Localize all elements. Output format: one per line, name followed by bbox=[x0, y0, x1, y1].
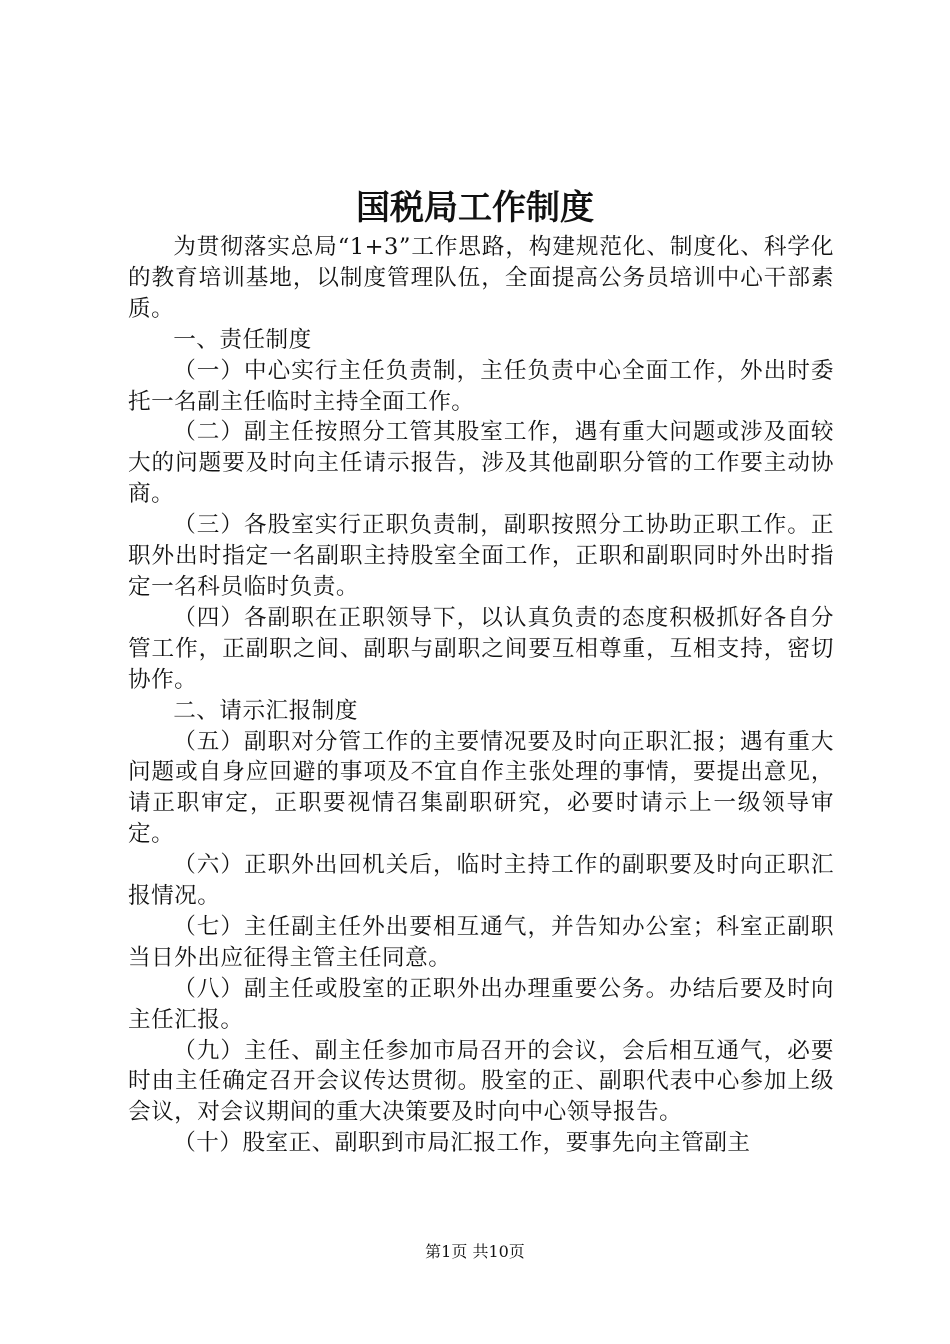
section-heading-reporting: 二、请示汇报制度 bbox=[173, 697, 358, 724]
clause-6: （六）正职外出回机关后，临时主持工作的副职要及时向正职汇报情况。 bbox=[128, 852, 834, 910]
clause-3: （三）各股室实行正职负责制，副职按照分工协助正职工作。正职外出时指定一名副职主持股室全面工作，正职和副职同时外出时指定一名科员临时负责。 bbox=[128, 512, 834, 600]
clause-8: （八）副主任或股室的正职外出办理重要公务。办结后要及时向主任汇报。 bbox=[128, 975, 834, 1033]
clause-4: （四）各副职在正职领导下，以认真负责的态度积极抓好各自分管工作，正副职之间、副职与副职之间要互相尊重，互相支持，密切协作。 bbox=[128, 604, 834, 693]
section-heading-responsibility: 一、责任制度 bbox=[173, 326, 312, 353]
page-number-footer: 第1页 共10页 bbox=[425, 1242, 525, 1261]
clause-10: （十）股室正、副职到市局汇报工作，要事先向主管副主 bbox=[173, 1130, 751, 1157]
clause-9: （九）主任、副主任参加市局召开的会议，会后相互通气，必要时由主任确定召开会议传达贯彻。股室的正、副职代表中心参加上级会议，对会议期间的重大决策要及时向中心领导报告。 bbox=[128, 1037, 834, 1126]
clause-5: （五）副职对分管工作的主要情况要及时向正职汇报；遇有重大问题或自身应回避的事项及不宜自作主张处理的事情，要提出意见，请正职审定，正职要视情召集副职研究，必要时请示上一级领导审定。 bbox=[128, 728, 834, 848]
clause-2: （二）副主任按照分工管其股室工作，遇有重大问题或涉及面较大的问题要及时向主任请示报告，涉及其他副职分管的工作要主动协商。 bbox=[128, 419, 834, 508]
clause-1: （一）中心实行主任负责制，主任负责中心全面工作，外出时委托一名副主任临时主持全面工作。 bbox=[128, 357, 834, 415]
intro-paragraph: 为贯彻落实总局“1+3”工作思路，构建规范化、制度化、科学化的教育培训基地，以制度管理队伍，全面提高公务员培训中心干部素质。 bbox=[128, 234, 834, 322]
document-body bbox=[128, 232, 834, 1159]
clause-7: （七）主任副主任外出要相互通气，并告知办公室；科室正副职当日外出应征得主管主任同意。 bbox=[128, 913, 834, 971]
page-title: 国税局工作制度 bbox=[356, 188, 594, 228]
